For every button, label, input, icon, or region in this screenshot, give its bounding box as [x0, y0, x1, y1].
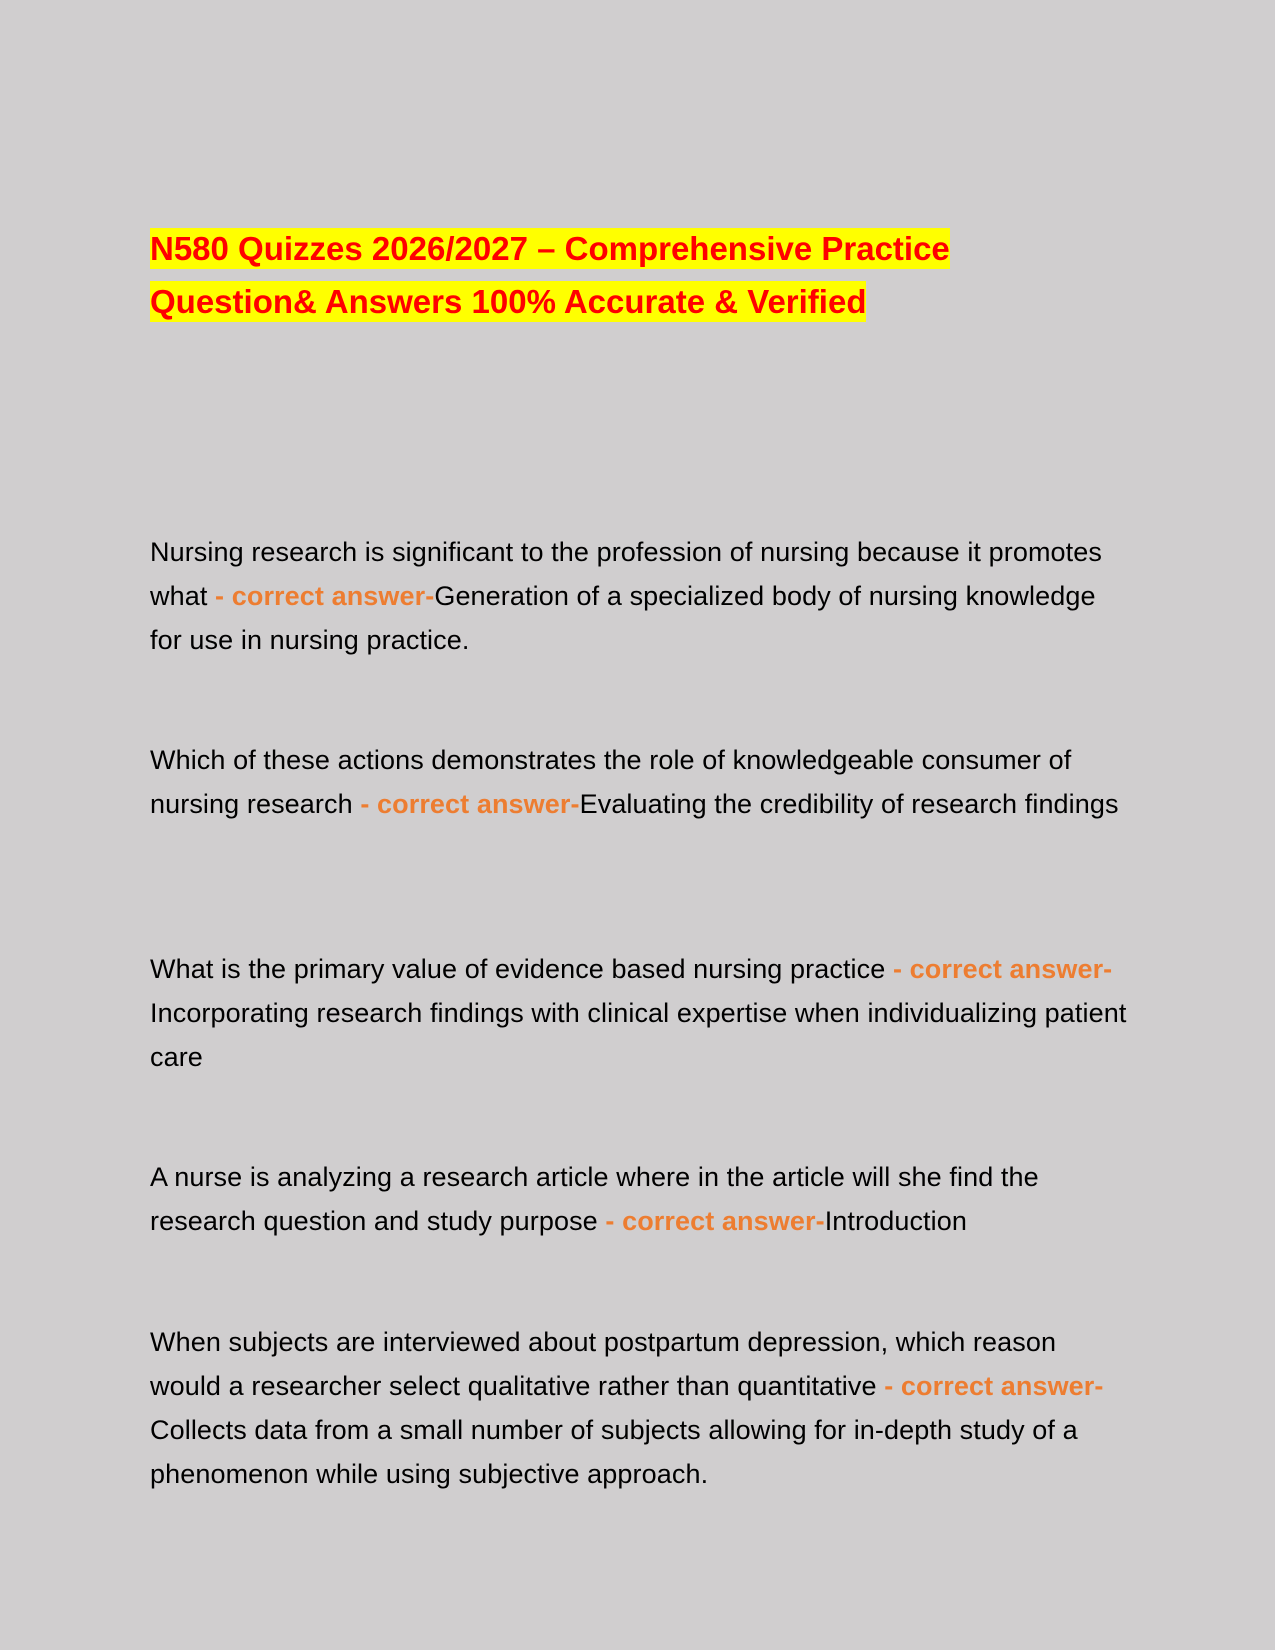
qa-item — [150, 947, 1130, 1079]
qa-item — [150, 738, 1130, 826]
title-highlight: N580 Quizzes 2026/2027 – Comprehensive Practice Question& Answers 100% Accurate & Verified — [150, 230, 950, 320]
answer-text: Incorporating research findings with clinical expertise when individualizing patient care — [150, 998, 1127, 1072]
qa-item — [150, 1320, 1130, 1496]
qa-item — [150, 530, 1130, 662]
answer-text: Collects data from a small number of subjects allowing for in-depth study of a phenomenon while using subjective approach. — [150, 1415, 1078, 1489]
answer-text: Evaluating the credibility of research findings — [579, 789, 1119, 819]
answer-text: Generation of a specialized body of nursing knowledge for use in nursing practice. — [150, 581, 1096, 655]
correct-answer-marker: - correct answer- — [892, 954, 1113, 984]
question-text: Which of these actions demonstrates the role of knowledgeable consumer of nursing research — [150, 745, 1072, 819]
question-text: What is the primary value of evidence based nursing practice — [150, 954, 893, 984]
question-text: Nursing research is significant to the profession of nursing because it promotes what — [150, 537, 1102, 611]
correct-answer-marker: - correct answer- — [884, 1371, 1104, 1401]
answer-text: Introduction — [824, 1206, 967, 1236]
document-title — [150, 222, 1110, 328]
correct-answer-marker: - correct answer- — [360, 789, 580, 819]
correct-answer-marker: - correct answer- — [605, 1206, 825, 1236]
question-text: When subjects are interviewed about postpartum depression, which reason would a researcher select qualitative rather than quantitative — [150, 1327, 1057, 1401]
question-text: A nurse is analyzing a research article where in the article will she find the research question and study purpose — [150, 1162, 1039, 1236]
qa-item — [150, 1155, 1130, 1243]
correct-answer-marker: - correct answer- — [215, 581, 435, 611]
